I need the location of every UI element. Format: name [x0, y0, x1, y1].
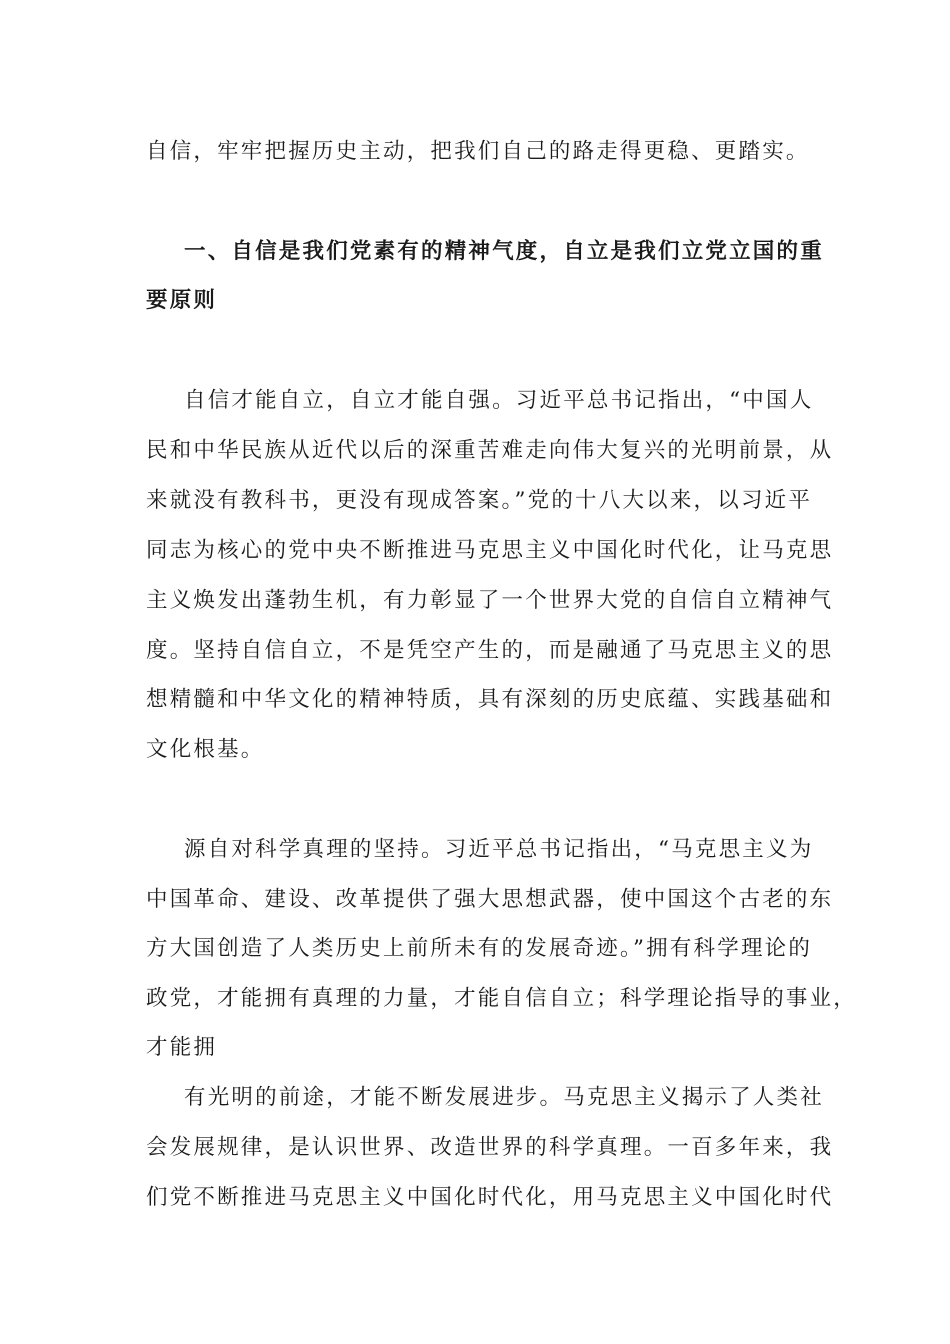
section-heading-line: 要原则: [146, 288, 218, 313]
paragraph-line: 中国革命、建设、改革提供了强大思想武器，使中国这个古老的东: [146, 887, 834, 912]
paragraph-line: 来就没有教科书，更没有现成答案。”党的十八大以来，以习近平: [146, 488, 813, 513]
paragraph-line: 想精髓和中华文化的精神特质，具有深刻的历史底蕴、实践基础和: [146, 687, 834, 712]
paragraph-line: 文化根基。: [146, 737, 265, 762]
paragraph-line: 才能拥: [146, 1035, 218, 1060]
paragraph-line: 会发展规律，是认识世界、改造世界的科学真理。一百多年来，我: [146, 1135, 834, 1160]
paragraph-line: 自信才能自立，自立才能自强。习近平总书记指出，“中国人: [184, 388, 814, 413]
paragraph-line: 们党不断推进马克思主义中国化时代化，用马克思主义中国化时代: [146, 1185, 834, 1210]
paragraph-line: 自信，牢牢把握历史主动，把我们自己的路走得更稳、更踏实。: [146, 139, 810, 164]
paragraph-line: 民和中华民族从近代以后的深重苦难走向伟大复兴的光明前景，从: [146, 438, 834, 463]
paragraph-line: 方大国创造了人类历史上前所未有的发展奇迹。”拥有科学理论的: [146, 936, 813, 961]
section-heading-line: 一、自信是我们党素有的精神气度，自立是我们立党立国的重: [184, 239, 824, 264]
paragraph-line: 源自对科学真理的坚持。习近平总书记指出，“马克思主义为: [184, 837, 814, 862]
paragraph-line: 政党，才能拥有真理的力量，才能自信自立；科学理论指导的事业，: [146, 986, 858, 1011]
paragraph-line: 度。坚持自信自立，不是凭空产生的，而是融通了马克思主义的思: [146, 638, 834, 663]
paragraph-line: 主义焕发出蓬勃生机，有力彰显了一个世界大党的自信自立精神气: [146, 588, 834, 613]
paragraph-line: 有光明的前途，才能不断发展进步。马克思主义揭示了人类社: [184, 1085, 824, 1110]
paragraph-line: 同志为核心的党中央不断推进马克思主义中国化时代化，让马克思: [146, 538, 834, 563]
